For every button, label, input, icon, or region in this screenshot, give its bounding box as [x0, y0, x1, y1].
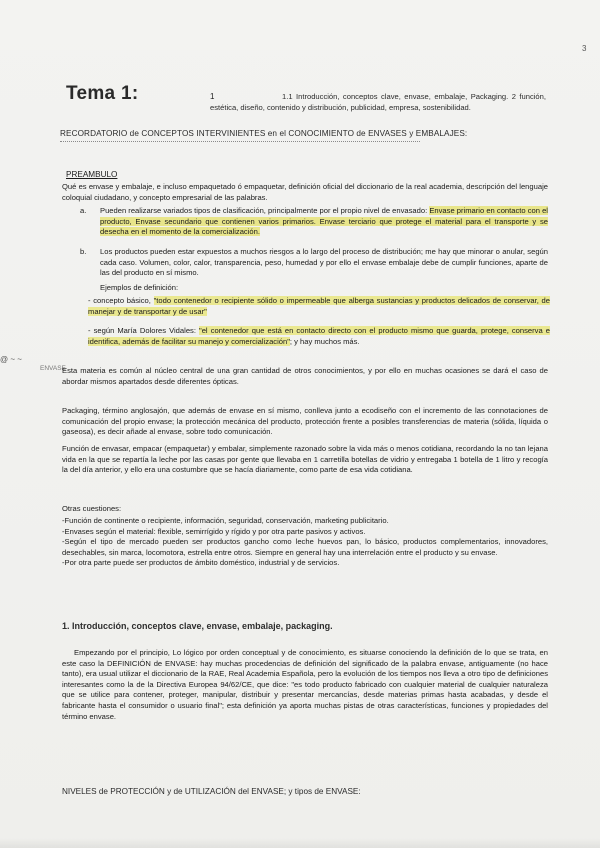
page-title: Tema 1: — [66, 83, 139, 104]
para-packaging: Packaging, término anglosajón, que además de envase en sí mismo, conlleva junto a ecodiseño con el incremento de las connotaciones de comunicación del propio envase; la protección mecánica del producto, protección frente a posibles transferencias de materia (sólida, líquida o gaseosa), es decir añade al envase, sobre todo comunicación. — [62, 406, 548, 437]
recordatorio-heading: RECORDATORIO de CONCEPTOS INTERVINIENTES en el CONOCIMIENTO de ENVASES y EMBALAJES: — [60, 129, 468, 138]
section-title: 1. Introducción, conceptos clave, envase, embalaje, packaging. — [62, 621, 333, 631]
dotted-divider — [60, 141, 420, 142]
margin-stamp: ENVASE — [40, 365, 66, 372]
otras-item: -Envases según el material: flexible, semirrígido y rígido y por otra parte pasivos y activos. — [62, 526, 366, 536]
ejemplo-2 — [88, 326, 550, 347]
item-b-text: Los productos pueden estar expuestos a muchos riesgos a lo largo del proceso de distribución; me hay que minorar o anular, según cada caso. Volumen, color, calor, transparencia, peso, humedad y por ello el envase embalaje debe de cumplir funciones, aparte de las del producto en sí mismo. — [100, 247, 548, 278]
otras-item: -Según el tipo de mercado pueden ser productos gancho como leche huevos pan, lo básico, productos complementarios, innovadores, desechables, sin marca, locomotora, estrella entre otros. Siempre en general hay una interrelación entre el producto y su envase. — [62, 537, 548, 557]
preambulo-heading: PREAMBULO — [66, 170, 118, 179]
scan-shadow — [0, 838, 600, 848]
otras-heading: Otras cuestiones: — [62, 504, 122, 513]
otras-list — [62, 516, 548, 569]
page-number: 3 — [582, 44, 587, 53]
margin-mark: @ ~ ~ — [0, 355, 22, 364]
ejemplo-2-plain-a: - según María Dolores Vidales: — [88, 326, 200, 335]
para-funcion: Función de envasar, empacar (empaquetar) y embalar, simplemente razonado sobre la vida más o menos cotidiana, recordando la no tan lejana vida en la que se repartía la leche por las casas por gente que llevaba en 1 carretilla botellas de vidrio y entregaba 1 botella de 1 litro y recogía la del día anterior, y ello era una costumbre que se hacía diariamente, como parte de esa vida cotidiana. — [62, 444, 548, 475]
para-materia: Esta materia es común al núcleo central de una gran cantidad de otros conocimientos, y por ello en muchas ocasiones se dará el caso de abordar mismos apartados desde diferentes ópticas. — [62, 366, 548, 386]
preambulo-intro: Qué es envase y embalaje, e incluso empaquetado ó empaquetar, definición oficial del diccionario de la real academia, descripción del lenguaje coloquial ciudadano, y concepto empresarial de las palabras. — [62, 182, 548, 202]
ejemplos-heading: Ejemplos de definición: — [100, 283, 179, 292]
niveles-heading: NIVELES de PROTECCIÓN y de UTILIZACIÓN del ENVASE; y tipos de ENVASE: — [62, 787, 361, 796]
item-a-text — [100, 206, 548, 238]
ejemplo-2-highlight: "el contenedor que está en contacto directo con el producto mismo que guarda, protege, conserva e identifica, además de facilitar su manejo y comercialización" — [88, 326, 550, 346]
ejemplo-2-plain-b: ; y hay muchos más. — [289, 336, 360, 346]
otras-item: -Función de continente o recipiente, información, seguridad, conservación, marketing publicitario. — [62, 516, 389, 525]
item-a-highlight: Envase primario en contacto con el producto, Envase secundario que contienen varios primarios. Envase terciario que protege el material para el transporte y se desecha en el momento de la comercialización. — [100, 206, 548, 237]
item-a-label: a. — [80, 206, 87, 215]
section-paragraph: Empezando por el principio, Lo lógico por orden conceptual y de conocimiento, es situarse conociendo la definición de lo que se trata, en este caso la DEFINICIÓN de ENVASE: hay muchas procedencias de definición del significado de la palabra envase, antiguamente (no hace tanto), era usual utilizar el diccionario de la RAE, Real Academia Española, pero la evolución de los tiempos nos lleva a otro tipo de definiciones interesantes como la de la Directiva Europea 94/62/CE, que dice: "es todo producto fabricado con cualquier material de cualquier naturaleza que se utilice para contener, proteger, manipular, distribuir y presentar mercancías, desde materias primas hasta acabadas, y desde el fabricante hasta el consumidor o usuario final"; esta definición ya aporta muchas pistas de otras características, funciones y propiedades del término envase. — [62, 648, 548, 721]
ejemplo-1-highlight: "todo contenedor o recipiente sólido o impermeable que alberga sustancias y productos delicados de conservar, de manejar y de transportar y de usar" — [88, 296, 550, 316]
ejemplo-1 — [88, 296, 550, 317]
toc-text: 1.1 Introducción, conceptos clave, envase, embalaje, Packaging. 2 función, estética, diseño, contenido y distribución, publicidad, empresa, sostenibilidad. — [210, 92, 546, 112]
item-a-plain: Pueden realizarse variados tipos de clasificación, principalmente por el propio nivel de envasado: — [100, 206, 430, 215]
item-b-label: b. — [80, 247, 87, 256]
otras-item: -Por otra parte puede ser productos de ámbito doméstico, industrial y de servicios. — [62, 558, 340, 568]
ejemplo-1-plain: - concepto básico, — [88, 296, 154, 305]
toc-number: 1 — [210, 92, 215, 101]
